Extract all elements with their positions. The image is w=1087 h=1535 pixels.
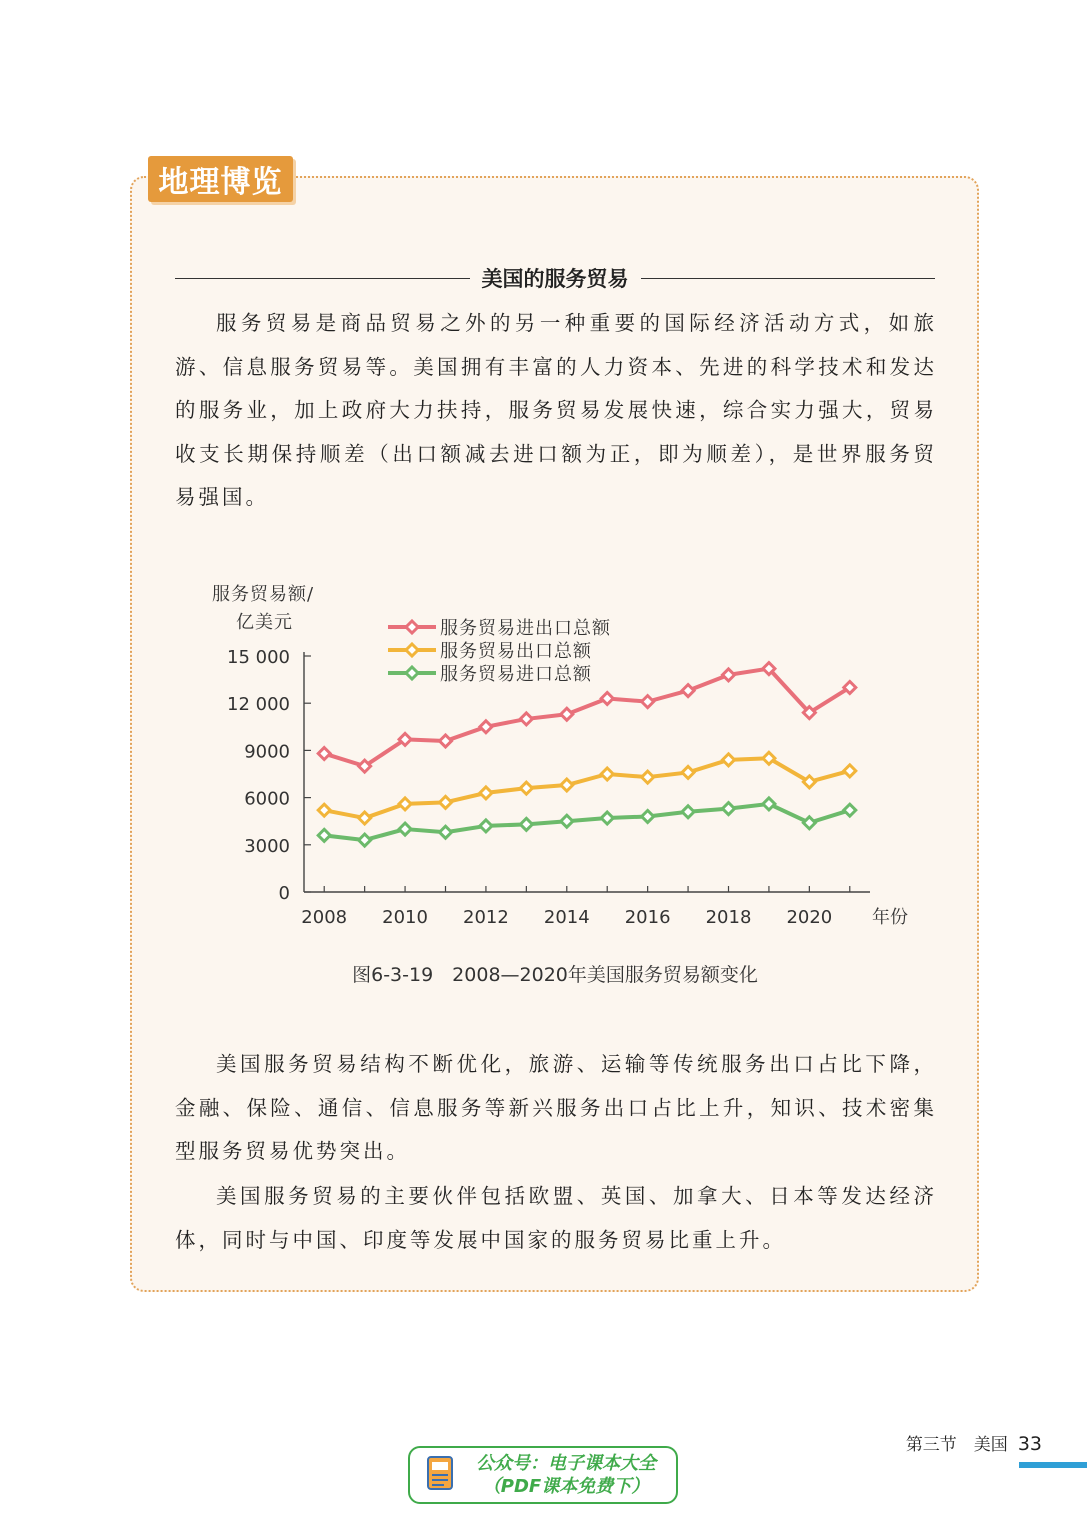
data-point — [520, 782, 532, 794]
data-point — [440, 735, 452, 747]
book-icon — [426, 1455, 456, 1495]
data-point — [561, 815, 573, 827]
x-tick-label: 2008 — [301, 907, 348, 928]
y-tick-label: 3000 — [244, 835, 290, 857]
data-point — [440, 796, 452, 808]
y-axis-unit: 亿美元 — [236, 612, 293, 633]
legend-label: 服务贸易进出口总额 — [440, 618, 611, 639]
legend-entry-2 — [388, 641, 592, 662]
data-point — [642, 771, 654, 783]
data-point — [399, 798, 411, 810]
y-tick-label: 0 — [278, 883, 290, 904]
data-point — [359, 812, 371, 824]
data-point — [723, 803, 735, 815]
paragraph-1: 服务贸易是商品贸易之外的另一种重要的国际经济活动方式，如旅游、信息服务贸易等。美国拥有丰富的人力资本、先进的科学技术和发达的服务业，加上政府大力扶持，服务贸易发展快速，综合实力强大，贸易收支长期保持顺差（出口额减去进口额为正，即为顺差），是世界服务贸易强国。 — [175, 311, 937, 509]
data-point — [642, 810, 654, 822]
legend-swatch-marker — [406, 667, 418, 679]
y-tick-label: 6000 — [244, 788, 290, 810]
data-point — [682, 685, 694, 697]
paragraph-3: 美国服务贸易的主要伙伴包括欧盟、英国、加拿大、日本等发达经济体，同时与中国、印度等发展中国家的服务贸易比重上升。 — [175, 1184, 937, 1252]
legend-swatch-marker — [406, 644, 418, 656]
data-point — [803, 817, 815, 829]
data-point — [440, 826, 452, 838]
data-point — [601, 812, 613, 824]
data-point — [682, 766, 694, 778]
x-tick-label: 2010 — [382, 907, 428, 928]
section-title-text: 美国的服务贸易 — [481, 267, 629, 291]
data-point — [318, 829, 330, 841]
chart — [200, 570, 940, 950]
legend-entry-1 — [388, 618, 611, 639]
data-point — [682, 806, 694, 818]
y-tick-label: 15 000 — [227, 647, 290, 668]
section-title — [175, 262, 935, 294]
line-chart-svg — [200, 570, 940, 950]
x-tick-label: 2012 — [463, 907, 509, 928]
footer-bar — [1019, 1462, 1087, 1468]
data-point — [844, 804, 856, 816]
badge-line-1: 公众号：电子课本大全 — [476, 1453, 656, 1474]
page-footer — [906, 1430, 1042, 1455]
legend-label: 服务贸易进口总额 — [440, 664, 592, 685]
x-tick-label: 2014 — [543, 907, 590, 928]
paragraph-2: 美国服务贸易结构不断优化，旅游、运输等传统服务出口占比下降，金融、保险、通信、信息服务等新兴服务出口占比上升，知识、技术密集型服务贸易优势突出。 — [175, 1052, 937, 1163]
data-point — [359, 834, 371, 846]
data-point — [723, 754, 735, 766]
data-point — [520, 713, 532, 725]
data-point — [318, 804, 330, 816]
y-axis-label: 服务贸易额/ — [212, 584, 315, 605]
title-rule-left — [175, 278, 470, 279]
page-number: 33 — [1017, 1433, 1042, 1455]
x-tick-label: 2020 — [786, 907, 833, 928]
data-point — [480, 787, 492, 799]
box-tag: 地理博览 — [148, 156, 293, 202]
footer-section: 第三节 美国 — [905, 1435, 1008, 1455]
data-point — [561, 779, 573, 791]
data-point — [399, 823, 411, 835]
legend-label: 服务贸易出口总额 — [440, 641, 592, 662]
data-point — [844, 765, 856, 777]
data-point — [520, 818, 532, 830]
data-point — [763, 798, 775, 810]
legend-entry-3 — [388, 664, 592, 685]
x-tick-label: 2016 — [624, 907, 671, 928]
data-point — [723, 669, 735, 681]
x-tick-label: 2018 — [705, 907, 752, 928]
data-point — [601, 692, 613, 704]
data-point — [561, 708, 573, 720]
data-point — [480, 721, 492, 733]
watermark-badge — [408, 1446, 678, 1504]
y-tick-label: 9000 — [244, 741, 290, 763]
figure-caption: 图6-3-19 2008—2020年美国服务贸易额变化 — [352, 964, 758, 986]
y-tick-label: 12 000 — [227, 694, 290, 716]
title-rule-right — [641, 278, 936, 279]
x-axis-label: 年份 — [872, 907, 908, 928]
data-point — [642, 696, 654, 708]
data-point — [601, 768, 613, 780]
series-2 — [318, 752, 856, 824]
legend-swatch-marker — [406, 621, 418, 633]
data-point — [480, 820, 492, 832]
badge-line-2: （PDF课本免费下） — [482, 1476, 650, 1497]
data-point — [318, 748, 330, 760]
